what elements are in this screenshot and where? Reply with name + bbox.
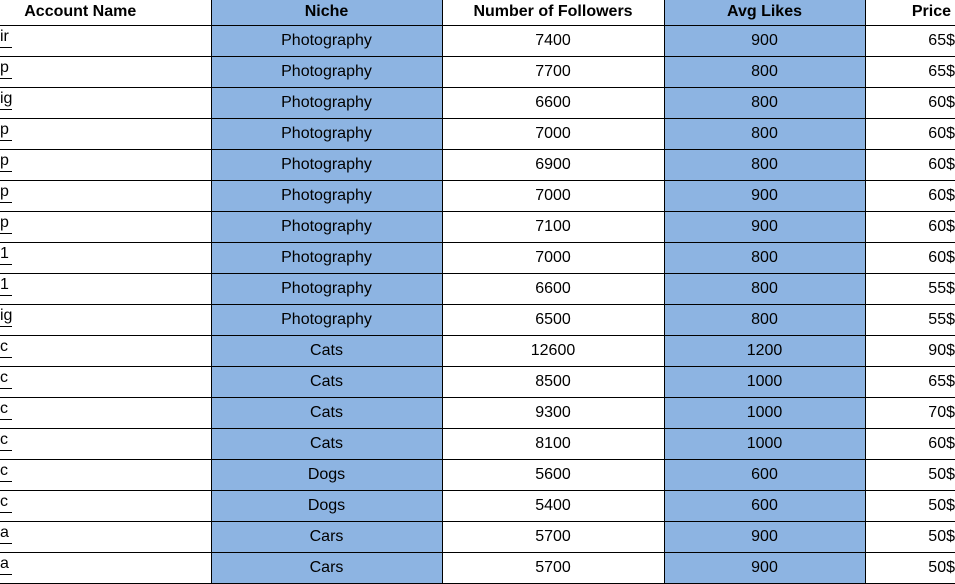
account-name-text: p [0,119,12,141]
column-header-avg-likes[interactable]: Avg Likes [664,0,865,25]
cell-niche[interactable]: Photography [211,87,442,118]
cell-price[interactable]: 65$ [865,25,955,56]
cell-price[interactable]: 50$ [865,552,955,583]
cell-avg-likes[interactable]: 600 [664,459,865,490]
account-name-text: p [0,150,12,172]
cell-niche[interactable]: Photography [211,242,442,273]
cell-followers[interactable]: 7000 [442,242,664,273]
cell-niche[interactable]: Photography [211,118,442,149]
cell-niche[interactable]: Photography [211,180,442,211]
cell-price[interactable]: 70$ [865,397,955,428]
cell-avg-likes[interactable]: 900 [664,552,865,583]
cell-account-name[interactable] [0,521,211,552]
cell-account-name[interactable] [0,149,211,180]
cell-avg-likes[interactable]: 1000 [664,428,865,459]
cell-account-name[interactable] [0,459,211,490]
cell-avg-likes[interactable]: 800 [664,87,865,118]
cell-price[interactable]: 60$ [865,242,955,273]
cell-account-name[interactable] [0,366,211,397]
cell-account-name[interactable] [0,490,211,521]
cell-niche[interactable]: Cats [211,335,442,366]
cell-followers[interactable]: 7400 [442,25,664,56]
cell-avg-likes[interactable]: 1000 [664,366,865,397]
cell-price[interactable]: 60$ [865,87,955,118]
cell-avg-likes[interactable]: 1200 [664,335,865,366]
cell-price[interactable]: 60$ [865,211,955,242]
account-name-text: 1 [0,243,12,265]
account-name-text: p [0,57,12,79]
table-row [0,552,955,583]
account-name-text: ig [0,88,12,110]
table-row [0,56,955,87]
cell-price[interactable]: 55$ [865,304,955,335]
cell-account-name[interactable] [0,118,211,149]
cell-niche[interactable]: Cars [211,521,442,552]
cell-followers[interactable]: 6500 [442,304,664,335]
account-name-text: c [0,491,12,513]
account-name-text: c [0,429,12,451]
table-row [0,304,955,335]
cell-account-name[interactable] [0,552,211,583]
account-name-text: ig [0,305,12,327]
cell-account-name[interactable] [0,56,211,87]
cell-niche[interactable]: Photography [211,56,442,87]
cell-account-name[interactable] [0,211,211,242]
cell-account-name[interactable] [0,180,211,211]
cell-avg-likes[interactable]: 600 [664,490,865,521]
table-row [0,242,955,273]
table-row [0,273,955,304]
cell-price[interactable]: 50$ [865,521,955,552]
cell-niche[interactable]: Cats [211,366,442,397]
cell-niche[interactable]: Photography [211,25,442,56]
cell-price[interactable]: 65$ [865,56,955,87]
cell-followers[interactable]: 6900 [442,149,664,180]
cell-followers[interactable]: 7000 [442,118,664,149]
account-name-text: p [0,212,12,234]
account-name-text: c [0,398,12,420]
table-row [0,118,955,149]
table-row [0,180,955,211]
cell-price[interactable]: 90$ [865,335,955,366]
cell-followers[interactable]: 7000 [442,180,664,211]
cell-followers[interactable]: 7100 [442,211,664,242]
table-row [0,335,955,366]
table-row [0,397,955,428]
cell-niche[interactable]: Photography [211,273,442,304]
table-row [0,521,955,552]
cell-account-name[interactable] [0,397,211,428]
table-row [0,490,955,521]
account-name-text: c [0,336,12,358]
cell-price[interactable]: 50$ [865,459,955,490]
account-name-text: 1 [0,274,12,296]
cell-avg-likes[interactable]: 800 [664,118,865,149]
account-name-text: c [0,367,12,389]
cell-niche[interactable]: Dogs [211,490,442,521]
column-header-niche[interactable]: Niche [211,0,442,25]
cell-price[interactable]: 60$ [865,180,955,211]
cell-avg-likes[interactable]: 900 [664,180,865,211]
cell-account-name[interactable] [0,25,211,56]
cell-avg-likes[interactable]: 900 [664,521,865,552]
cell-account-name[interactable] [0,304,211,335]
cell-followers[interactable]: 9300 [442,397,664,428]
account-name-text: ir [0,26,12,48]
cell-avg-likes[interactable]: 800 [664,242,865,273]
cell-price[interactable]: 60$ [865,428,955,459]
cell-followers[interactable]: 5400 [442,490,664,521]
cell-price[interactable]: 60$ [865,118,955,149]
cell-price[interactable]: 60$ [865,149,955,180]
cell-niche[interactable]: Cats [211,428,442,459]
account-name-text: p [0,181,12,203]
cell-niche[interactable]: Cats [211,397,442,428]
cell-avg-likes[interactable]: 800 [664,304,865,335]
table-row [0,459,955,490]
cell-followers[interactable]: 8100 [442,428,664,459]
cell-price[interactable]: 55$ [865,273,955,304]
cell-avg-likes[interactable]: 800 [664,149,865,180]
account-name-text: a [0,522,12,544]
cell-followers[interactable]: 6600 [442,273,664,304]
cell-followers[interactable]: 5600 [442,459,664,490]
column-header-account-name[interactable]: Account Name [0,0,211,25]
cell-niche[interactable]: Photography [211,149,442,180]
cell-account-name[interactable] [0,428,211,459]
account-name-text: a [0,553,12,575]
cell-niche[interactable]: Dogs [211,459,442,490]
column-header-price[interactable]: Price [865,0,955,25]
table-row [0,25,955,56]
table-row [0,149,955,180]
table-row [0,87,955,118]
cell-account-name[interactable] [0,335,211,366]
column-header-followers[interactable]: Number of Followers [442,0,664,25]
cell-niche[interactable]: Cars [211,552,442,583]
cell-avg-likes[interactable]: 800 [664,273,865,304]
cell-avg-likes[interactable]: 800 [664,56,865,87]
cell-followers[interactable]: 12600 [442,335,664,366]
cell-niche[interactable]: Photography [211,304,442,335]
cell-followers[interactable]: 5700 [442,552,664,583]
cell-avg-likes[interactable]: 1000 [664,397,865,428]
cell-price[interactable]: 65$ [865,366,955,397]
cell-avg-likes[interactable]: 900 [664,211,865,242]
cell-avg-likes[interactable]: 900 [664,25,865,56]
cell-account-name[interactable] [0,242,211,273]
table-row [0,366,955,397]
table-body [0,25,955,583]
cell-followers[interactable]: 6600 [442,87,664,118]
table-row [0,211,955,242]
account-name-text: c [0,460,12,482]
cell-niche[interactable]: Photography [211,211,442,242]
cell-price[interactable]: 50$ [865,490,955,521]
cell-followers[interactable]: 7700 [442,56,664,87]
cell-followers[interactable]: 5700 [442,521,664,552]
cell-account-name[interactable] [0,273,211,304]
cell-followers[interactable]: 8500 [442,366,664,397]
header-row [0,0,955,25]
table-row [0,428,955,459]
cell-account-name[interactable] [0,87,211,118]
